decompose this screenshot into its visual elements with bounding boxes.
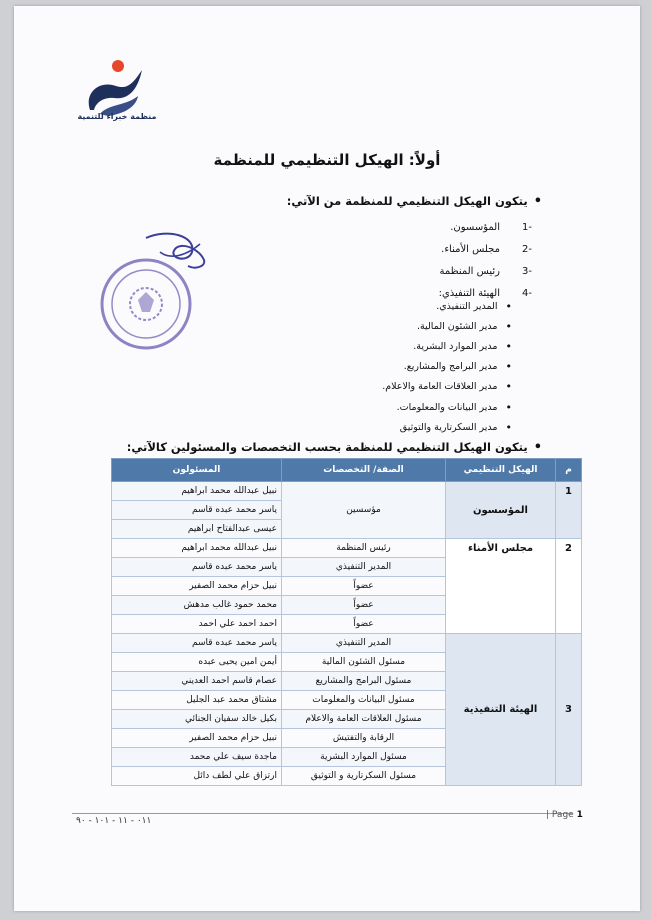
person-cell: نبيل حزام محمد الصفير — [112, 577, 282, 596]
list-item: -2 مجلس الأمناء. — [441, 243, 532, 255]
person-cell: مشتاق محمد عبد الجليل — [112, 691, 282, 710]
list-item: • المدير التنفيذي. — [436, 299, 512, 313]
page-title: أولاً: الهيكل التنظيمي للمنظمة — [213, 151, 441, 169]
role-cell: مؤسسين — [282, 482, 446, 539]
col-header-person: المسئولون — [112, 459, 282, 482]
group-number: 2 — [556, 539, 582, 634]
role-cell: مسئول الشئون المالية — [282, 653, 446, 672]
list-item: • مدير البرامج والمشاريع. — [403, 360, 512, 374]
col-header-role: الصفة/ التخصصات — [282, 459, 446, 482]
person-cell: عيسى عبدالفتاح ابراهيم — [112, 520, 282, 539]
group-number: 3 — [556, 634, 582, 786]
section2-heading: • يتكون الهيكل التنظيمي للمنظمة بحسب التخصصات والمسئولين كالآتي: — [127, 440, 542, 455]
executive-sublist — [382, 296, 512, 437]
group-name: مجلس الأمناء — [446, 539, 556, 634]
person-cell: نبيل عبدالله محمد ابراهيم — [112, 482, 282, 501]
table-header-row — [112, 459, 582, 482]
person-cell: أيمن امين يحيى عبده — [112, 653, 282, 672]
person-cell: محمد حمود غالب مدهش — [112, 596, 282, 615]
role-cell: عضواً — [282, 596, 446, 615]
role-cell: مسئول البيانات والمعلومات — [282, 691, 446, 710]
person-cell: ارتزاق علي لطف دائل — [112, 767, 282, 786]
person-cell: عصام قاسم احمد العديني — [112, 672, 282, 691]
list-item: -4 الهيئة التنفيذي: — [438, 287, 532, 299]
role-cell: المدير التنفيذي — [282, 558, 446, 577]
person-cell: بكيل خالد سفيان الجنائي — [112, 710, 282, 729]
role-cell: مسئول الموارد البشرية — [282, 748, 446, 767]
role-cell: مسئول السكرتارية و التوثيق — [282, 767, 446, 786]
list-item: • مدير السكرتارية والتوثيق — [399, 420, 512, 434]
structure-list — [439, 216, 532, 304]
group-name: الهيئة التنفيذية — [446, 634, 556, 786]
role-cell: رئيس المنظمة — [282, 539, 446, 558]
group-name: المؤسسون — [446, 482, 556, 539]
org-structure-table — [111, 458, 582, 786]
role-cell: عضواً — [282, 615, 446, 634]
role-cell: المدير التنفيذي — [282, 634, 446, 653]
col-header-structure: الهيكل التنظيمي — [446, 459, 556, 482]
list-item: • مدير الموارد البشرية. — [413, 339, 512, 353]
role-cell: عضواً — [282, 577, 446, 596]
footer-divider — [72, 813, 572, 814]
table-row — [112, 482, 582, 501]
list-item: • مدير الشئون المالية. — [416, 319, 512, 333]
list-item: -1 المؤسسون. — [450, 221, 532, 233]
person-cell: ياسر محمد عبده قاسم — [112, 634, 282, 653]
person-cell: ياسر محمد عبده قاسم — [112, 501, 282, 520]
person-cell: ياسر محمد عبده قاسم — [112, 558, 282, 577]
table-row — [112, 539, 582, 558]
section1-heading: • يتكون الهيكل التنظيمي للمنظمة من الآتي: — [287, 194, 542, 209]
role-cell: الرقابة والتفتيش — [282, 729, 446, 748]
col-header-num: م — [556, 459, 582, 482]
official-stamp — [96, 230, 208, 350]
table-row — [112, 634, 582, 653]
person-cell: نبيل حزام محمد الصفير — [112, 729, 282, 748]
list-item: • مدير العلاقات العامة والاعلام. — [382, 380, 512, 394]
page-number: | Page 1 — [546, 810, 583, 820]
person-cell: نبيل عبدالله محمد ابراهيم — [112, 539, 282, 558]
group-number: 1 — [556, 482, 582, 539]
document-page — [14, 6, 640, 911]
list-item: • مدير البيانات والمعلومات. — [396, 400, 512, 414]
role-cell: مسئول البرامج والمشاريع — [282, 672, 446, 691]
logo-caption: منظمة خبراء للتنمية — [77, 112, 157, 121]
person-cell: ماجدة سيف علي محمد — [112, 748, 282, 767]
footer-contact: ٠١١ - ١١ - ١٠١ - ٩٠ — [76, 816, 152, 826]
person-cell: احمد احمد علي احمد — [112, 615, 282, 634]
role-cell: مسئول العلاقات العامة والاعلام — [282, 710, 446, 729]
list-item: -3 رئيس المنظمة — [439, 265, 532, 277]
